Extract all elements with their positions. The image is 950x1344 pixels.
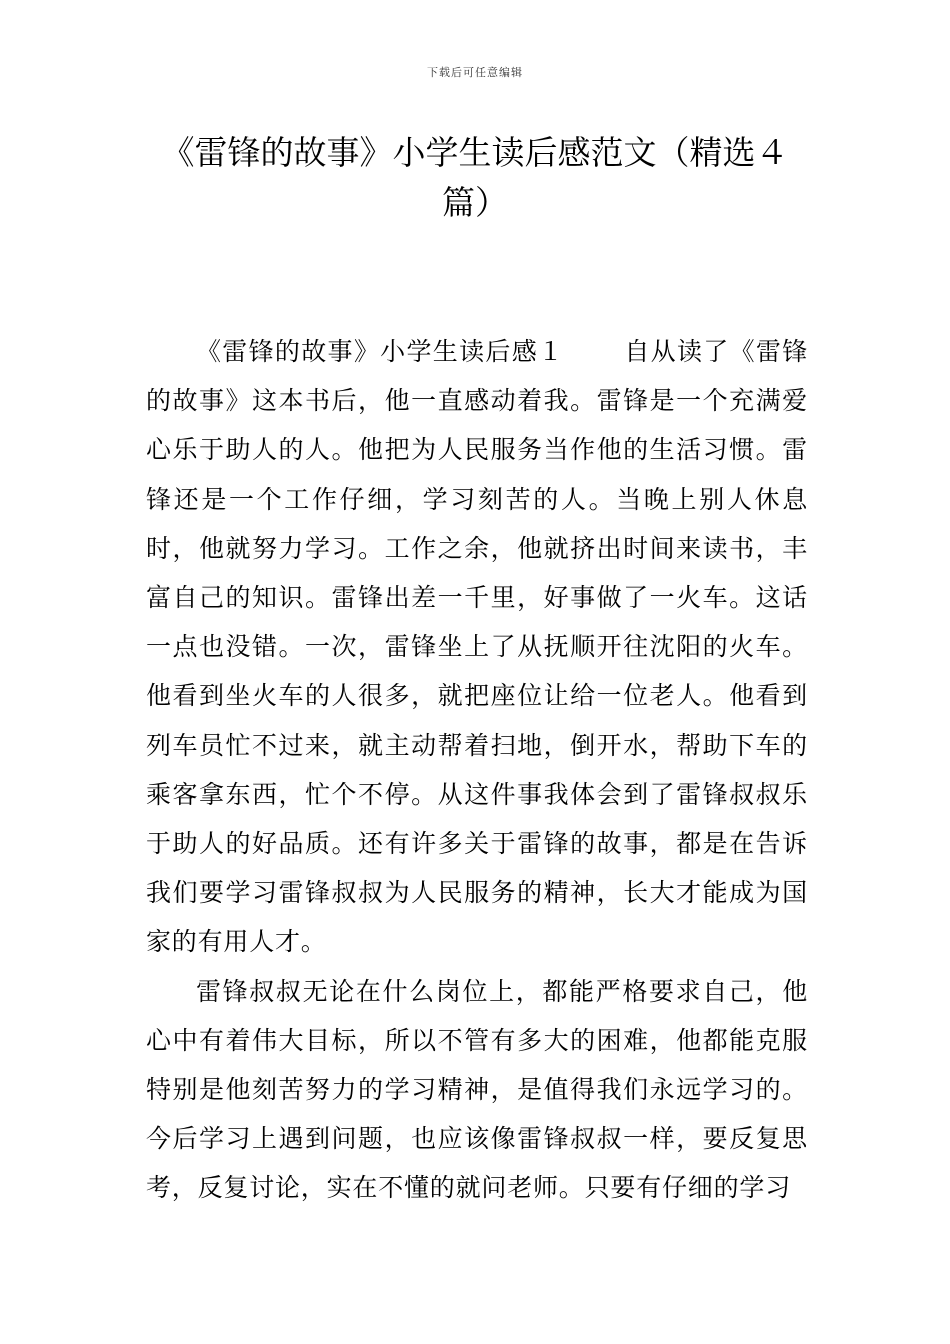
header-note: 下载后可任意编辑 [427,66,523,79]
document-title: 《雷锋的故事》小学生读后感范文（精选４篇） [161,133,789,222]
paragraph [146,327,808,967]
document-body [146,327,808,1213]
section-heading: 《雷锋的故事》小学生读后感１ [196,337,565,366]
paragraph-text: 自从读了《雷锋的故事》这本书后，他一直感动着我。雷锋是一个充满爱心乐于助人的人。他把为人民服务当作他的生活习惯。雷锋还是一个工作仔细，学习刻苦的人。当晚上别人休息时，他就努力学习。工作之余，他就挤出时间来读书，丰富自己的知识。雷锋出差一千里，好事做了一火车。这话一点也没错。一次，雷锋坐上了从抚顺开往沈阳的火车。他看到坐火车的人很多，就把座位让给一位老人。他看到列车员忙不过来，就主动帮着扫地，倒开水，帮助下车的乘客拿东西，忙个不停。从这件事我体会到了雷锋叔叔乐于助人的好品质。还有许多关于雷锋的故事，都是在告诉我们要学习雷锋叔叔为人民服务的精神，长大才能成为国家的有用人才。 [146,337,809,957]
paragraph: 雷锋叔叔无论在什么岗位上，都能严格要求自己，他心中有着伟大目标，所以不管有多大的困难，他都能克服特别是他刻苦努力的学习精神，是值得我们永远学习的。今后学习上遇到问题，也应该像雷锋叔叔一样，要反复思考，反复讨论，实在不懂的就问老师。只要有仔细的学习 [146,976,808,1203]
